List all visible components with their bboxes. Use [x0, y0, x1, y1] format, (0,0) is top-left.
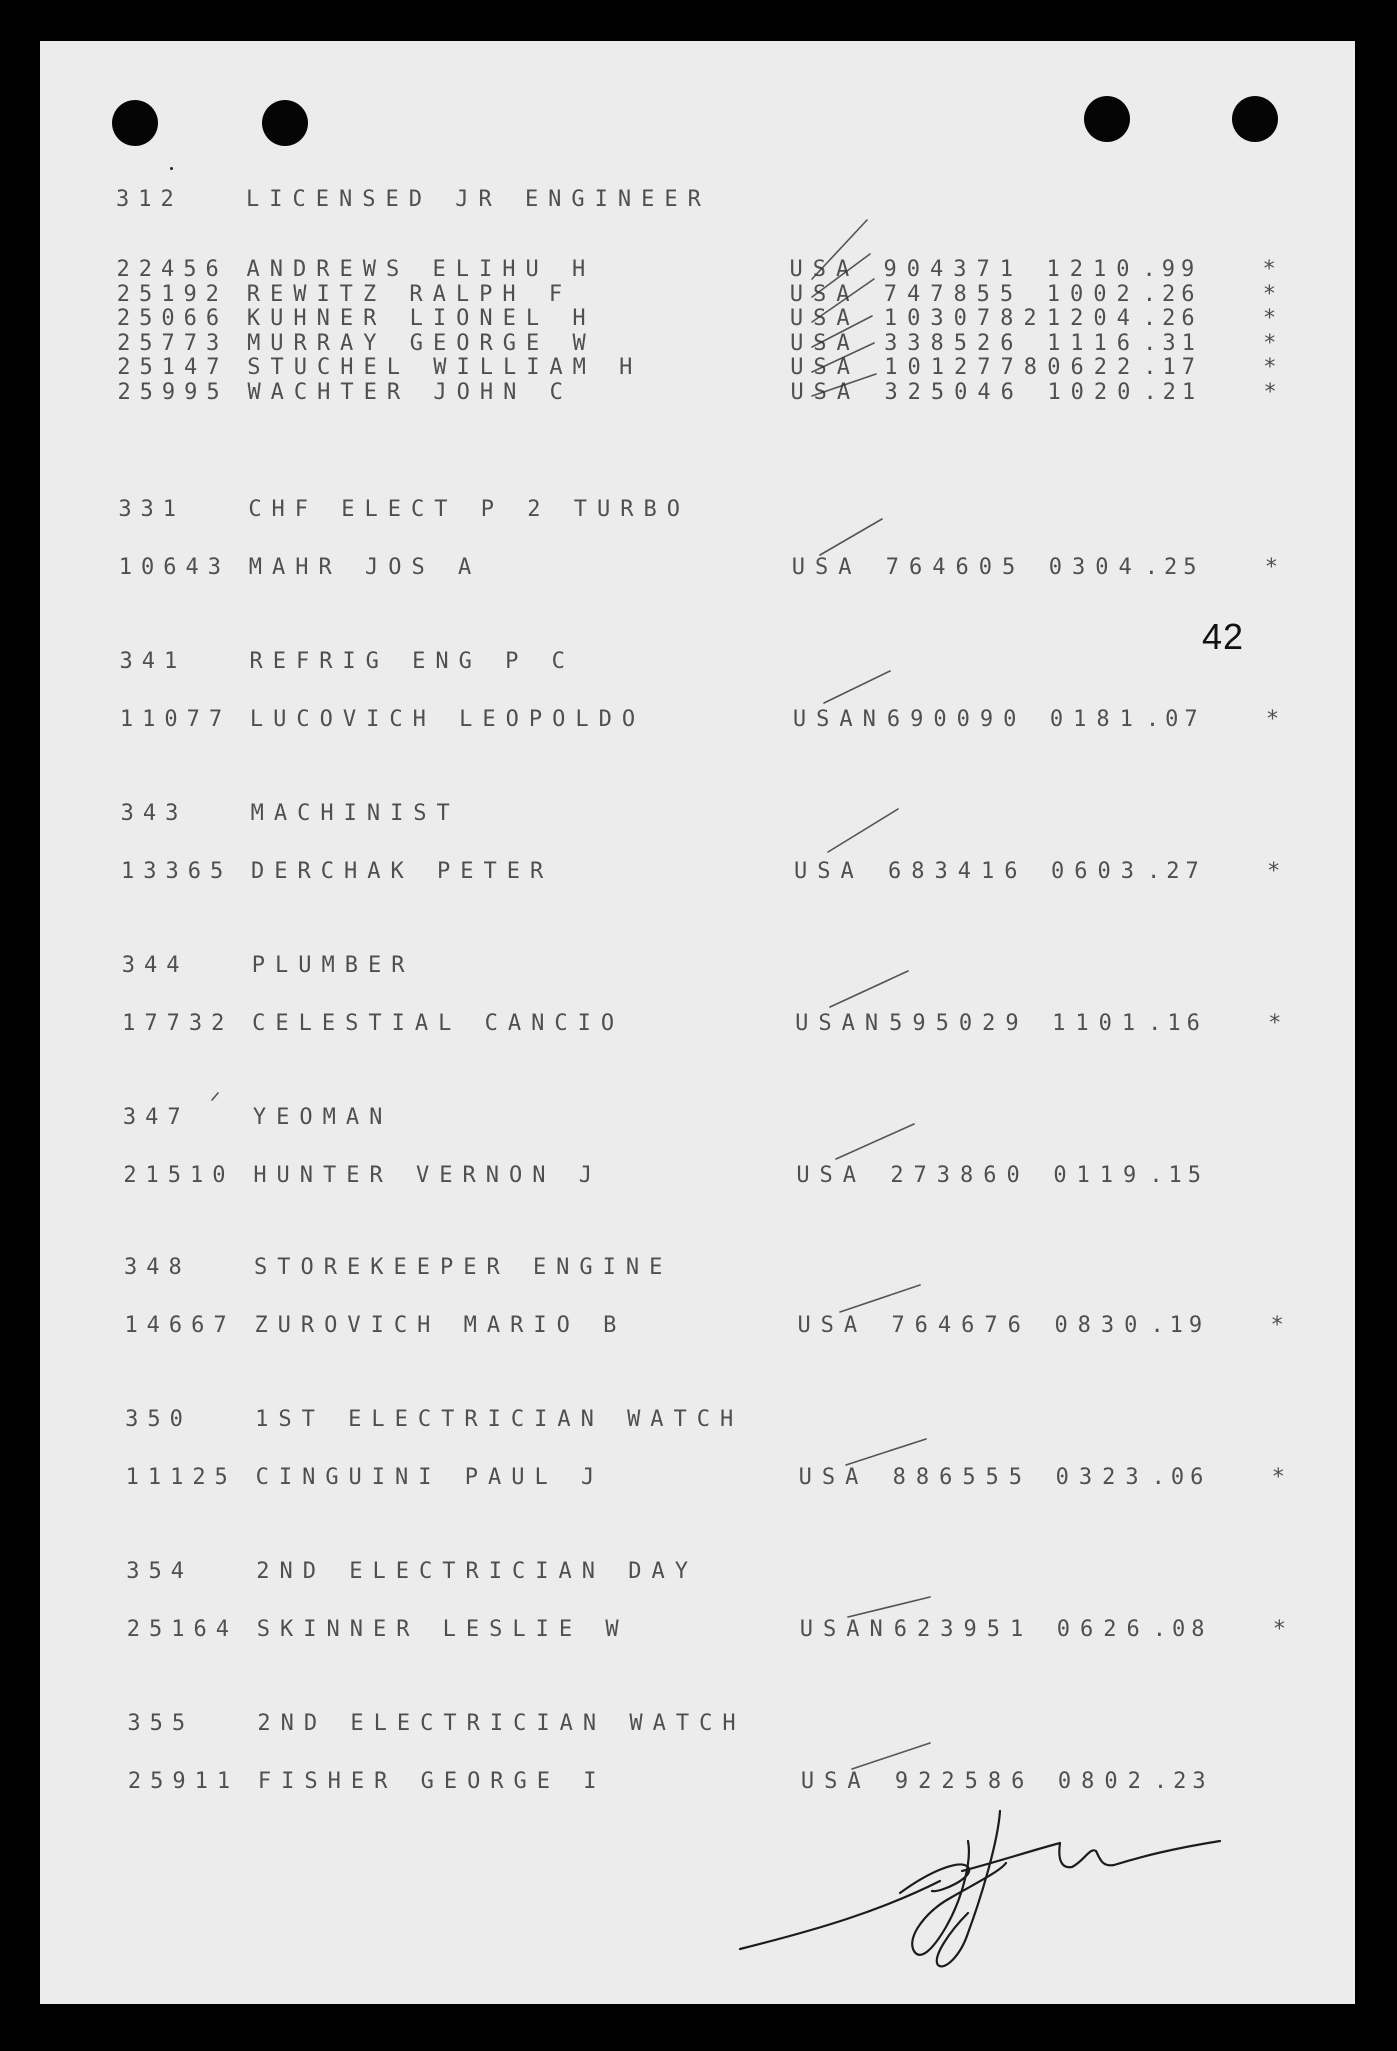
- record-date: 1204: [1046, 306, 1140, 331]
- record-name: ZUROVICH MARIO B: [254, 1313, 627, 1338]
- check-mark-icon: [830, 971, 908, 1007]
- record-name: WACHTER JOHN C: [247, 379, 573, 405]
- record-nationality: USAN: [799, 1617, 893, 1642]
- record-name: KUHNER LIONEL H: [246, 306, 596, 331]
- section-title: LICENSED JR ENGINEER: [246, 187, 711, 212]
- record-date: 0119: [1053, 1163, 1147, 1188]
- record-mark: *: [1270, 1313, 1294, 1338]
- record-id: 25911: [127, 1769, 240, 1794]
- record-date: 1101: [1052, 1011, 1146, 1036]
- pen-mark: [212, 1093, 218, 1100]
- record-number: 595029: [889, 1011, 1029, 1036]
- record-name: CINGUINI PAUL J: [255, 1465, 605, 1490]
- check-mark-icon: [846, 1439, 926, 1465]
- record-nationality: USA: [789, 257, 860, 282]
- section-code: 350: [125, 1407, 192, 1432]
- record-name: LUCOVICH LEOPOLDO: [249, 707, 646, 732]
- record-name: STUCHEL WILLIAM H: [247, 355, 643, 380]
- record-mark: *: [1268, 1011, 1292, 1036]
- record-mark: *: [1262, 306, 1287, 331]
- record-value: .27: [1147, 859, 1205, 884]
- record-value: .19: [1150, 1313, 1209, 1338]
- record-value: .26: [1142, 306, 1201, 331]
- record-value: .31: [1143, 330, 1201, 356]
- record-number: 922586: [894, 1769, 1035, 1794]
- record-id: 25147: [117, 355, 229, 380]
- handwritten-signature: [700, 1801, 1300, 1981]
- record-number: 683416: [888, 859, 1028, 884]
- record-name: ANDREWS ELIHU H: [246, 257, 596, 282]
- record-id: 17732: [122, 1011, 234, 1036]
- record-date: 0802: [1057, 1769, 1151, 1794]
- section-title: 1ST ELECTRICIAN WATCH: [255, 1407, 744, 1432]
- record-name: HUNTER VERNON J: [253, 1163, 602, 1188]
- check-mark-icon: [828, 809, 898, 852]
- check-mark-icon: [848, 1597, 930, 1617]
- record-date: 1116: [1047, 330, 1141, 356]
- section-title: CHF ELECT P 2 TURBO: [248, 497, 690, 522]
- record-id: 25066: [116, 306, 229, 331]
- section-title: PLUMBER: [251, 953, 415, 978]
- record-nationality: USA: [789, 306, 860, 331]
- record-nationality: USA: [797, 1313, 868, 1338]
- record-mark: *: [1272, 1617, 1296, 1642]
- record-date: 0181: [1049, 707, 1143, 732]
- section-code: 348: [124, 1255, 191, 1280]
- record-value: .07: [1145, 707, 1204, 732]
- record-number: 904371: [883, 257, 1023, 282]
- record-nationality: USA: [798, 1465, 869, 1490]
- record-value: .21: [1143, 379, 1202, 405]
- record-name: CELESTIAL CANCIO: [252, 1011, 625, 1036]
- record-number: 886555: [892, 1465, 1033, 1490]
- check-mark-icon: [852, 1743, 930, 1769]
- record-id: 11077: [119, 707, 232, 732]
- record-id: 22456: [116, 257, 228, 282]
- record-nationality: USA: [790, 355, 860, 380]
- record-nationality: USA: [790, 330, 860, 356]
- record-date: 0304: [1048, 555, 1142, 580]
- page-number: 42: [1202, 616, 1245, 657]
- record-name: MAHR JOS A: [248, 555, 482, 580]
- record-date: 0323: [1055, 1465, 1149, 1490]
- section-code: 341: [119, 649, 187, 674]
- record-date: 0622: [1047, 355, 1141, 380]
- record-date: 1020: [1047, 379, 1141, 405]
- check-mark-icon: [840, 1285, 920, 1312]
- section-code: 343: [120, 801, 188, 826]
- section-title: YEOMAN: [252, 1105, 393, 1130]
- record-mark: *: [1263, 355, 1287, 380]
- record-number: 273860: [890, 1163, 1030, 1188]
- record-id: 25773: [117, 330, 229, 356]
- record-number: 764605: [885, 555, 1026, 580]
- record-id: 25995: [117, 379, 229, 405]
- record-value: .25: [1144, 555, 1203, 580]
- section-code: 331: [118, 497, 186, 522]
- section-code: 347: [122, 1105, 190, 1130]
- record-name: MURRAY GEORGE W: [247, 330, 596, 356]
- record-number: 325046: [884, 379, 1024, 405]
- record-id: 13365: [121, 859, 233, 884]
- record-value: .15: [1149, 1163, 1208, 1188]
- record-id: 25164: [126, 1617, 238, 1642]
- section-code: 312: [116, 187, 183, 212]
- record-mark: *: [1271, 1465, 1295, 1490]
- record-mark: *: [1262, 257, 1286, 282]
- record-value: .06: [1151, 1465, 1210, 1490]
- record-mark: *: [1264, 555, 1288, 580]
- record-number: 1030782: [883, 306, 1047, 331]
- record-nationality: USA: [791, 555, 862, 580]
- section-title: MACHINIST: [250, 801, 460, 826]
- record-nationality: USA: [800, 1769, 871, 1794]
- record-id: 25192: [116, 281, 228, 307]
- record-mark: *: [1267, 859, 1291, 884]
- section-title: 2ND ELECTRICIAN DAY: [256, 1559, 698, 1584]
- record-number: 1012778: [884, 355, 1047, 380]
- record-value: .99: [1142, 257, 1201, 282]
- record-date: 1002: [1046, 281, 1140, 307]
- record-value: .17: [1143, 355, 1201, 380]
- paper-page: [40, 41, 1355, 2004]
- record-value: .08: [1152, 1617, 1211, 1642]
- record-nationality: USA: [796, 1163, 867, 1188]
- record-number: 747855: [883, 281, 1024, 307]
- section-title: STOREKEEPER ENGINE: [254, 1255, 673, 1280]
- record-id: 21510: [123, 1163, 235, 1188]
- record-value: .26: [1142, 281, 1201, 307]
- record-mark: *: [1262, 281, 1286, 307]
- record-name: DERCHAK PETER: [251, 859, 554, 884]
- check-mark-icon: [820, 519, 882, 555]
- record-number: 623951: [893, 1617, 1034, 1642]
- record-value: .23: [1153, 1769, 1212, 1794]
- record-date: 0830: [1054, 1313, 1148, 1338]
- record-date: 1210: [1046, 257, 1140, 282]
- section-code: 354: [126, 1559, 194, 1584]
- record-number: 690090: [886, 707, 1027, 732]
- record-date: 0626: [1056, 1617, 1150, 1642]
- record-date: 0603: [1051, 859, 1145, 884]
- record-number: 338526: [884, 330, 1024, 356]
- section-title: 2ND ELECTRICIAN WATCH: [257, 1711, 746, 1736]
- section-code: 355: [127, 1711, 195, 1736]
- record-id: 11125: [125, 1465, 237, 1490]
- record-nationality: USA: [794, 859, 864, 884]
- record-nationality: USA: [789, 281, 860, 307]
- record-name: FISHER GEORGE I: [257, 1769, 607, 1794]
- section-title: REFRIG ENG P C: [249, 649, 575, 674]
- section-code: 344: [121, 953, 189, 978]
- record-id: 14667: [124, 1313, 236, 1338]
- record-name: REWITZ RALPH F: [246, 281, 573, 307]
- record-id: 10643: [118, 555, 230, 580]
- check-mark-icon: [836, 1124, 914, 1159]
- record-mark: *: [1263, 379, 1287, 405]
- record-value: .16: [1148, 1011, 1206, 1036]
- record-mark: *: [1265, 707, 1290, 732]
- record-nationality: USAN: [795, 1011, 889, 1036]
- record-nationality: USA: [790, 379, 861, 405]
- check-mark-icon: [824, 671, 890, 703]
- record-mark: *: [1263, 330, 1287, 356]
- record-name: SKINNER LESLIE W: [256, 1617, 629, 1642]
- record-nationality: USAN: [792, 707, 886, 732]
- record-number: 764676: [891, 1313, 1031, 1338]
